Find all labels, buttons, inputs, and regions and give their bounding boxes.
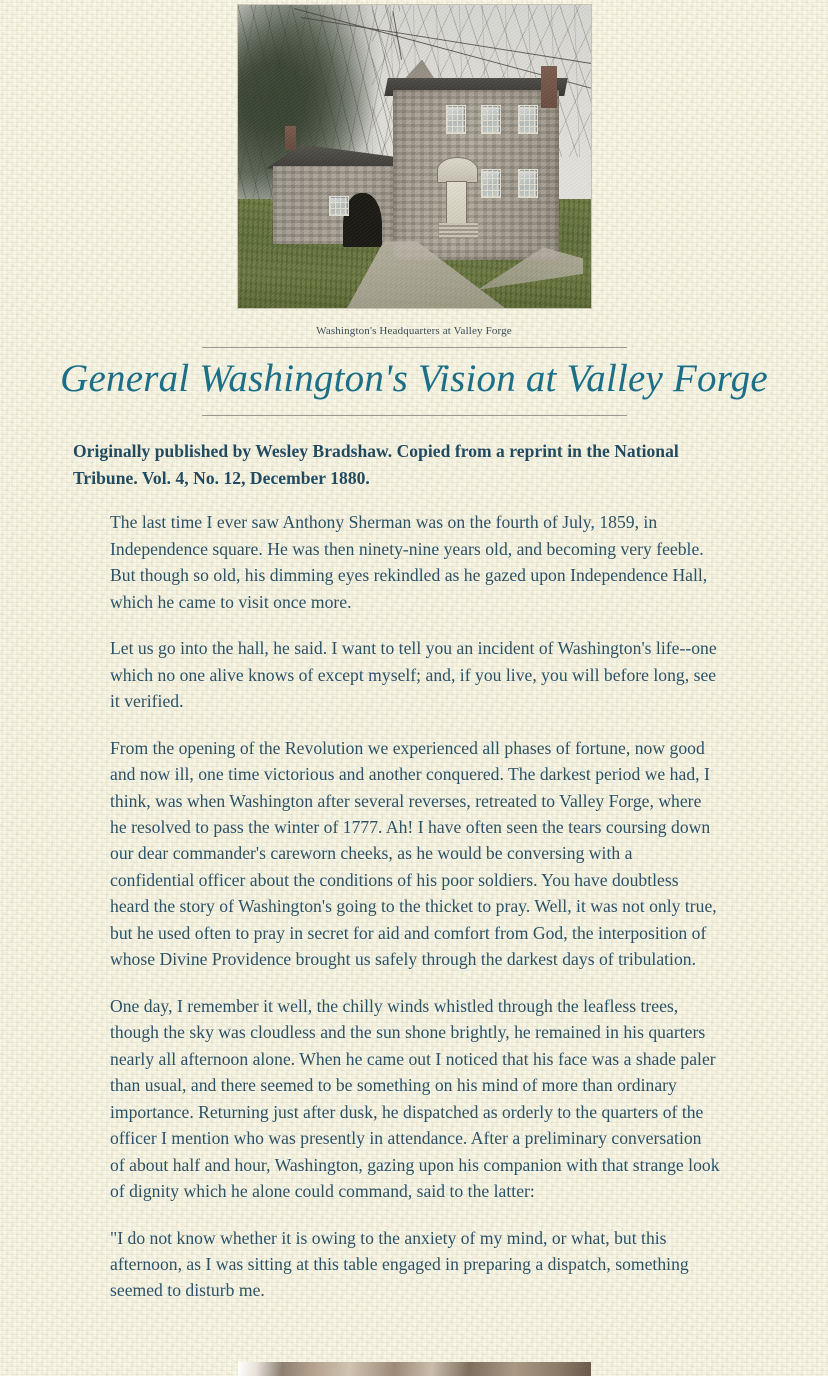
photo-front-door — [446, 181, 467, 225]
photo-caption: Washington's Headquarters at Valley Forge — [316, 325, 512, 337]
bottom-photo-block — [0, 1362, 828, 1376]
photo-window — [481, 169, 501, 198]
washington-headquarters-photo — [238, 5, 591, 308]
rule-below-title — [202, 415, 627, 416]
page-title: General Washington's Vision at Valley Forge — [60, 357, 768, 400]
bottom-illustration — [238, 1362, 591, 1376]
photo-carriage-arch — [343, 193, 382, 248]
photo-window — [446, 105, 466, 134]
top-photo-block — [0, 0, 828, 337]
photo-door-portico — [437, 157, 478, 183]
paragraph: Let us go into the hall, he said. I want to tell you an incident of Washington's life--one which no one alive knows of except myself; and, if you live, you will before long, see it verified. — [110, 638, 717, 712]
paragraph: The last time I ever saw Anthony Sherman was on the fourth of July, 1859, in Independence square. He was then ninety-nine years old, and becoming very feeble. But though so old, his dimming eyes rekindled as he gazed upon Independence Hall, which he came to visit once more. — [110, 512, 708, 612]
photo-wing-chimney — [285, 126, 296, 150]
rule-above-title — [202, 347, 627, 348]
paragraph: From the opening of the Revolution we experienced all phases of fortune, now good and now ill, one time victorious and another conquered. The darkest period we had, I think, was when Washington after several reverses, retreated to Valley Forge, where he resolved to pass the winter of 1777. Ah! I have often seen the tears coursing down our dear commander's careworn cheeks, as he would be conversing with a confidential officer about the conditions of his poor soldiers. You have doubtless heard the story of Washington's going to the thicket to pray. Well, it was not only true, but he used often to pray in secret for aid and comfort from God, the interposition of whose Divine Providence brought us safely through the darkest days of tribulation. — [110, 737, 717, 970]
photo-window — [518, 169, 538, 198]
paragraph: One day, I remember it well, the chilly winds whistled through the leafless trees, though the sky was cloudless and the sun shone brightly, he remained in his quarters nearly all afternoon alone. When he came out I noticed that his face was a shade paler than usual, and there seemed to be something on his mind of more than ordinary importance. Returning just after dusk, he dispatched as orderly to the quarters of the officer I mention who was presently in attendance. After a preliminary conversation of about half and hour, Washington, gazing upon his companion with that strange look of dignity which he alone could command, said to the latter: — [110, 995, 720, 1202]
photo-brick-chimney — [541, 66, 557, 108]
photo-window — [329, 196, 349, 216]
publication-credit: Originally published by Wesley Bradshaw. Copied from a reprint in the National Tribune. Vol. 4, No. 12, December 1880. — [73, 441, 679, 488]
paragraph: "I do not know whether it is owing to the anxiety of my mind, or what, but this afternoon, as I was sitting at this table engaged in preparing a dispatch, something seemed to disturb me. — [110, 1227, 689, 1301]
article-body — [0, 491, 828, 1304]
photo-stone-steps — [439, 223, 478, 238]
photo-window — [481, 105, 501, 134]
photo-window — [518, 105, 538, 134]
